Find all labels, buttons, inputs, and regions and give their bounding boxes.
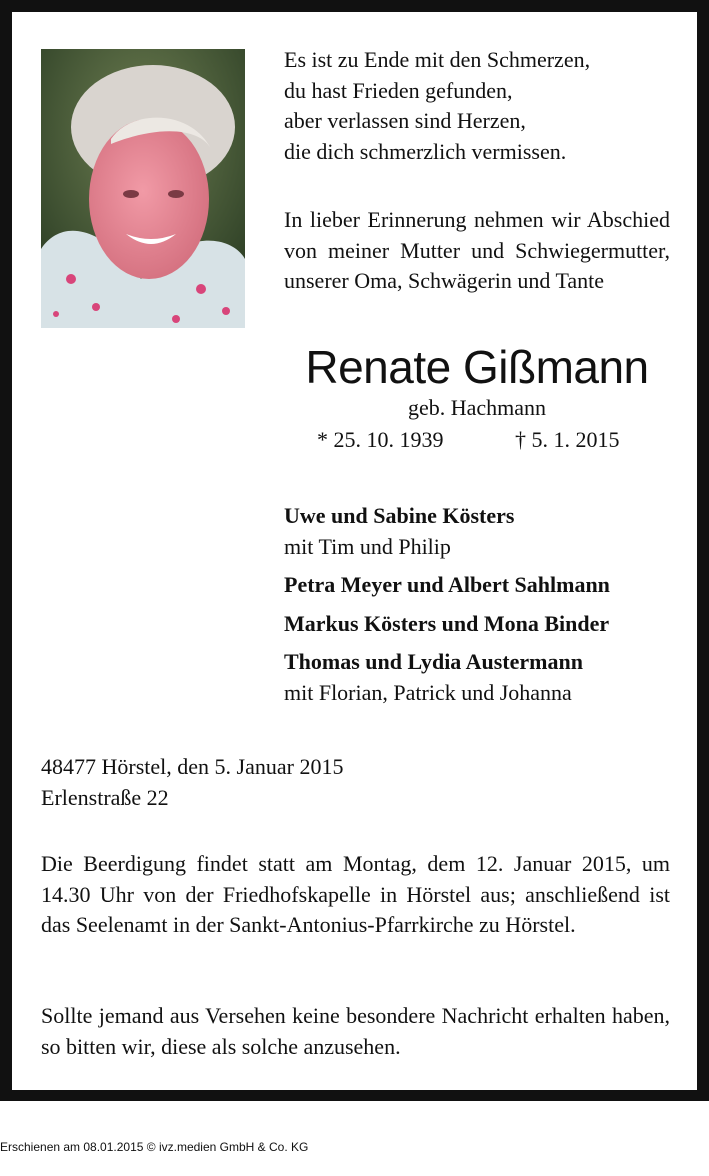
verse [284, 45, 590, 167]
mourner-names: Uwe und Sabine Kösters [284, 503, 515, 528]
birth-date: * 25. 10. 1939 [317, 427, 444, 452]
street: Erlenstraße 22 [41, 784, 169, 810]
mourner-children: mit Tim und Philip [284, 533, 451, 559]
maiden-name: geb. Hachmann [407, 395, 547, 420]
publication-footer: Erschienen am 08.01.2015 © ivz.medien GmbH & Co. KG [0, 1140, 309, 1154]
notice-text: Sollte jemand aus Versehen keine besondere Nachricht erhalten haben, so bitten wir, diese als solche anzusehen. [41, 1003, 670, 1059]
mourner-names: Thomas und Lydia Austermann [284, 649, 583, 674]
mourner-children: mit Florian, Patrick und Johanna [284, 679, 572, 705]
mourners-list [284, 501, 610, 708]
mourner-names: Petra Meyer und Albert Sahlmann [284, 572, 610, 597]
death-date: † 5. 1. 2015 [515, 427, 620, 452]
verse-line: aber verlassen sind Herzen, [284, 108, 526, 133]
intro-text: In lieber Erinnerung nehmen wir Abschied von meiner Mutter und Schwiegermutter, unserer Oma, Schwägerin und Tante [284, 207, 670, 293]
address [41, 752, 343, 813]
verse-line: die dich schmerzlich vermissen. [284, 138, 567, 164]
portrait-photo [41, 49, 245, 328]
verse-line: du hast Frieden gefunden, [284, 77, 513, 103]
funeral-info: Die Beerdigung findet statt am Montag, dem 12. Januar 2015, um 14.30 Uhr von der Friedhofskapelle in Hörstel aus; anschließend ist das Seelenamt in der Sankt-Antonius-Pfarrkirche zu Hörstel. [41, 851, 670, 937]
deceased-name: Renate Gißmann [305, 341, 649, 393]
obituary-card [12, 12, 697, 1090]
verse-line: Es ist zu Ende mit den Schmerzen, [284, 47, 591, 72]
mourner-names: Markus Kösters und Mona Binder [284, 610, 610, 636]
place-date: 48477 Hörstel, den 5. Januar 2015 [41, 754, 344, 779]
